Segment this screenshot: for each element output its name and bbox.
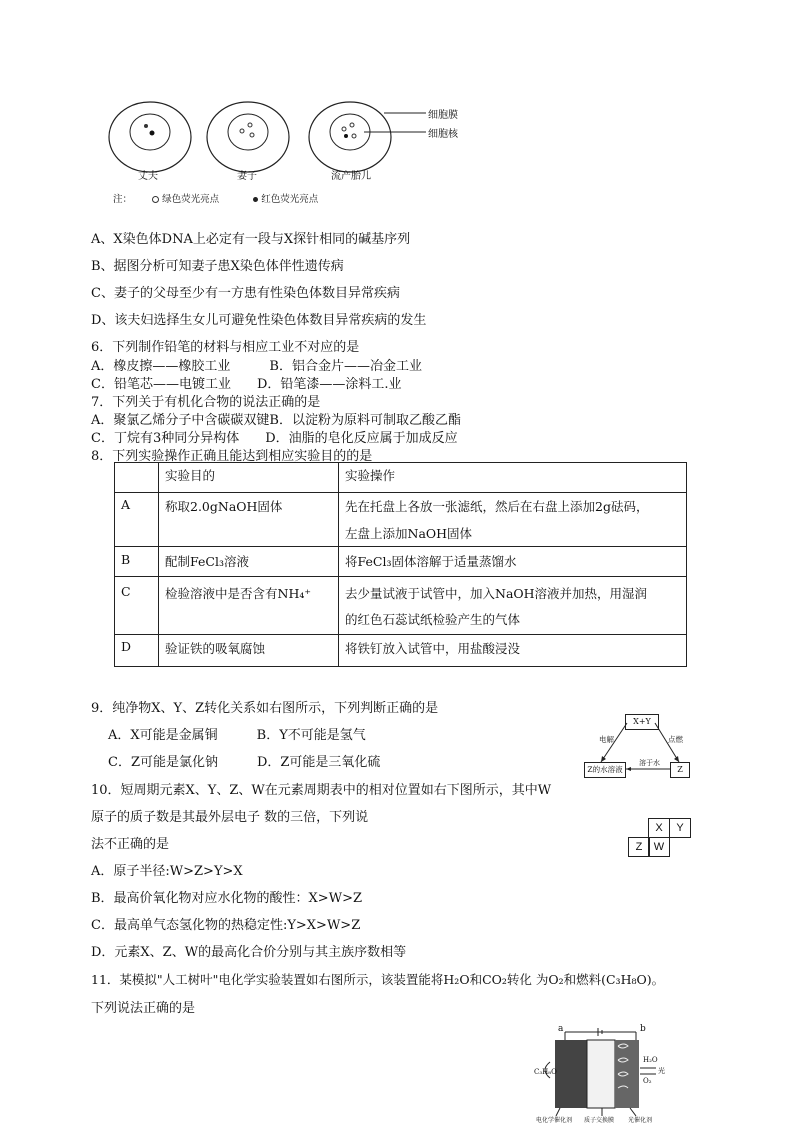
periodic-grid [628, 818, 698, 856]
q10-stem-3: 法不正确的是 [91, 837, 170, 852]
oxygen-label: O₂ [643, 1077, 652, 1085]
water-label: H₂O [643, 1056, 658, 1064]
fetus-cell [309, 102, 426, 172]
row-c-op-2: 的红色石蕊试纸检验产生的气体 [345, 612, 521, 627]
fuel-label: C₃H₈O [534, 1068, 557, 1076]
cell-figure [100, 96, 480, 206]
q6-stem: 6．下列制作铅笔的材料与相应工业不对应的是 [91, 340, 360, 355]
row-a-label: A [121, 497, 131, 512]
figure-note [113, 191, 318, 205]
membrane-label: 细胞膜 [428, 110, 458, 121]
q6-options-cd: C．铅笔芯——电镀工业 D．铅笔漆——涂料工.业 [91, 377, 402, 392]
row-c-purpose: 检验溶液中是否含有NH₄⁺ [165, 586, 311, 601]
grid-cell-z: Z [628, 837, 650, 857]
q7-stem: 7．下列关于有机化合物的说法正确的是 [91, 395, 321, 410]
table-header-purpose: 实验目的 [165, 468, 216, 483]
q10-stem-2: 原子的质子数是其最外层电子 数的三倍，下列说 [91, 810, 369, 825]
electrode-a-label: a [558, 1024, 564, 1034]
q10-option-d: D．元素X、Z、W的最高化合价分别与其主族序数相等 [91, 945, 407, 960]
q5-option-c: C、妻子的父母至少有一方患有性染色体数目异常疾病 [91, 286, 400, 301]
arrow-label-ignite: 点燃 [668, 735, 683, 744]
q9-stem: 9．纯净物X、Y、Z转化关系如右图所示，下列判断正确的是 [91, 701, 439, 716]
light-label: 光 [658, 1067, 665, 1075]
legend-green: 绿色荧光亮点 [162, 194, 220, 205]
q9-diagram [583, 714, 693, 782]
row-d-purpose: 验证铁的吸氧腐蚀 [165, 641, 266, 656]
q10-option-a: A．原子半径:W>Z>Y>X [91, 864, 243, 879]
q9-options-ab: A．X可能是金属铜 B．Y不可能是氢气 [108, 728, 366, 743]
wife-cell [207, 102, 289, 172]
q10-stem-1: 10．短周期元素X、Y、Z、W在元素周期表中的相对位置如右下图所示，其中W [91, 783, 552, 798]
q9-options-cd: C．Z可能是氯化钠 D．Z可能是三氧化硫 [108, 755, 381, 770]
q10-option-b: B．最高价氧化物对应水化物的酸性：X>W>Z [91, 891, 362, 906]
row-a-op-1: 先在托盘上各放一张滤纸，然后在右盘上添加2g砝码， [345, 499, 649, 514]
row-a-op-2: 左盘上添加NaOH固体 [345, 526, 473, 541]
row-c-label: C [121, 584, 131, 599]
q11-stem-1: 11．某模拟"人工树叶"电化学实验装置如右图所示，该装置能将H₂O和CO₂转化 为O₂和燃料(C₃H₈O)。 [91, 972, 665, 987]
row-b-purpose: 配制FeCl₃溶液 [165, 554, 249, 569]
row-d-op-1: 将铁钉放入试管中，用盐酸浸没 [345, 641, 521, 656]
membrane-label-q11: 质子交换膜 [584, 1117, 615, 1124]
q11-stem-2: 下列说法正确的是 [91, 1001, 196, 1016]
red-dot-icon [253, 197, 258, 202]
electrode-b-label: b [640, 1024, 646, 1034]
q8-stem: 8．下列实验操作正确且能达到相应实验目的的是 [91, 449, 373, 464]
row-b-label: B [121, 552, 131, 567]
q5-option-d: D、该夫妇选择生女儿可避免性染色体数目异常疾病的发生 [91, 313, 427, 328]
row-a-purpose: 称取2.0gNaOH固体 [165, 499, 283, 514]
grid-cell-w: W [648, 837, 670, 857]
q7-options-cd: C．丁烷有3种同分异构体 D．油脂的皂化反应属于加成反应 [91, 431, 458, 446]
grid-cell-x: X [648, 818, 670, 838]
row-b-op-1: 将FeCl₃固体溶解于适量蒸馏水 [345, 554, 517, 569]
legend-red: 红色荧光亮点 [261, 194, 319, 205]
row-c-op-1: 去少量试液于试管中，加入NaOH溶液并加热，用湿润 [345, 586, 648, 601]
husband-cell [109, 102, 191, 172]
diagram-box-left: Z的水溶液 [584, 762, 626, 778]
q10-option-c: C．最高单气态氢化物的热稳定性:Y>X>W>Z [91, 918, 361, 933]
q5-option-b: B、据图分析可知妻子患X染色体伴性遗传病 [91, 259, 344, 274]
q5-option-a: A、X染色体DNA上必定有一段与X探针相同的碱基序列 [91, 232, 411, 247]
cell-label-husband: 丈夫 [138, 171, 158, 182]
grid-cell-y: Y [669, 818, 691, 838]
artificial-leaf-figure [530, 1022, 672, 1122]
arrow-label-electrolysis: 电解 [599, 735, 614, 744]
q6-options-ab: A．橡皮擦——橡胶工业 B．铝合金片——冶金工业 [91, 359, 422, 374]
diagram-arrows [583, 714, 693, 782]
row-d-label: D [121, 639, 132, 654]
photocatalyst-label: 光催化剂 [628, 1117, 653, 1124]
cell-label-wife: 妻子 [237, 171, 257, 182]
catalyst-label: 电化学催化剂 [536, 1117, 573, 1124]
arrow-label-dissolve: 溶于水 [639, 759, 660, 767]
q7-options-ab: A．聚氯乙烯分子中含碳碳双键B．以淀粉为原料可制取乙酸乙酯 [91, 413, 461, 428]
diagram-box-top: X+Y [625, 714, 659, 730]
nucleus-label: 细胞核 [428, 129, 458, 140]
green-dot-icon [152, 196, 159, 203]
diagram-box-right: Z [670, 762, 690, 778]
note-prefix: 注： [113, 194, 133, 205]
cell-label-fetus: 流产胎儿 [331, 171, 371, 182]
table-header-operation: 实验操作 [345, 468, 396, 483]
